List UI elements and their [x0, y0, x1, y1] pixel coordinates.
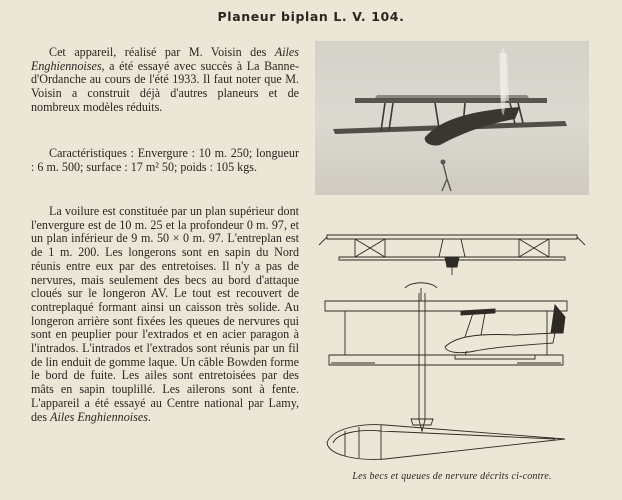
drawing-canvas [315, 205, 589, 467]
club-name: Ailes Enghiennoises [31, 45, 299, 73]
characteristics-text: Caractéristiques : Envergure : 10 m. 250; longueur : 6 m. 500; surface : 17 m² 50; poids : 105 kgs. [31, 146, 299, 174]
construction-text-1: La voilure est constituée par un plan supérieur dont l'envergure est de 10 m. 25 et la profondeur 0 m. 97, et un plan inférieur de 9 m. 50 × 0 m. 97. L'entreplan est de 1 m. 200. Les longerons sont en sapin du Nord réunis entre eux par des entretoises. Il n'y a pas de nervures, mais seulement des becs au bord d'attaque cloués sur le longeron AV. Le tout est recouvert de contreplaqué formant ainsi un caisson très solide. Au longeron arrière sont fixées les queues de nervures qui sont en peuplier pour l'extrados et en acier paragon à l'intrados. L'intrados et l'extrados sont réunis par un fil de lin enduit de gomme laque. Un câble Bowden forme le bord de fuite. Les ailes sont entretoisées par des mâts en sapin touplillé. Les ailerons sont à fente. L'appareil a été essayé au Centre national par Lamy, des [31, 204, 299, 424]
glider-photo [315, 41, 589, 195]
figure-caption: Les becs et queues de nervure décrits ci-contre. [352, 471, 552, 482]
front-view-drawing [319, 235, 585, 275]
intro-text-2: , a été essayé avec succès à La Banne-d'Ordanche au cours de l'été 1933. Il faut noter que M. Voisin a construit déjà d'autres planeurs et de nombreux modèles réduits. [31, 58, 299, 114]
club-name-2: Ailes Enghiennoises [50, 409, 148, 424]
glider-photo-image [315, 41, 589, 195]
intro-text-1: Cet appareil, réalisé par M. Voisin des [49, 45, 275, 59]
intro-paragraph [31, 46, 299, 115]
characteristics-paragraph [31, 147, 299, 174]
rib-section-drawing [327, 425, 565, 460]
top-view-drawing [325, 283, 567, 431]
page-title: Planeur biplan L. V. 104. [217, 9, 405, 24]
construction-text-2: . [147, 409, 151, 424]
technical-drawings [315, 205, 589, 467]
construction-paragraph [31, 205, 299, 424]
